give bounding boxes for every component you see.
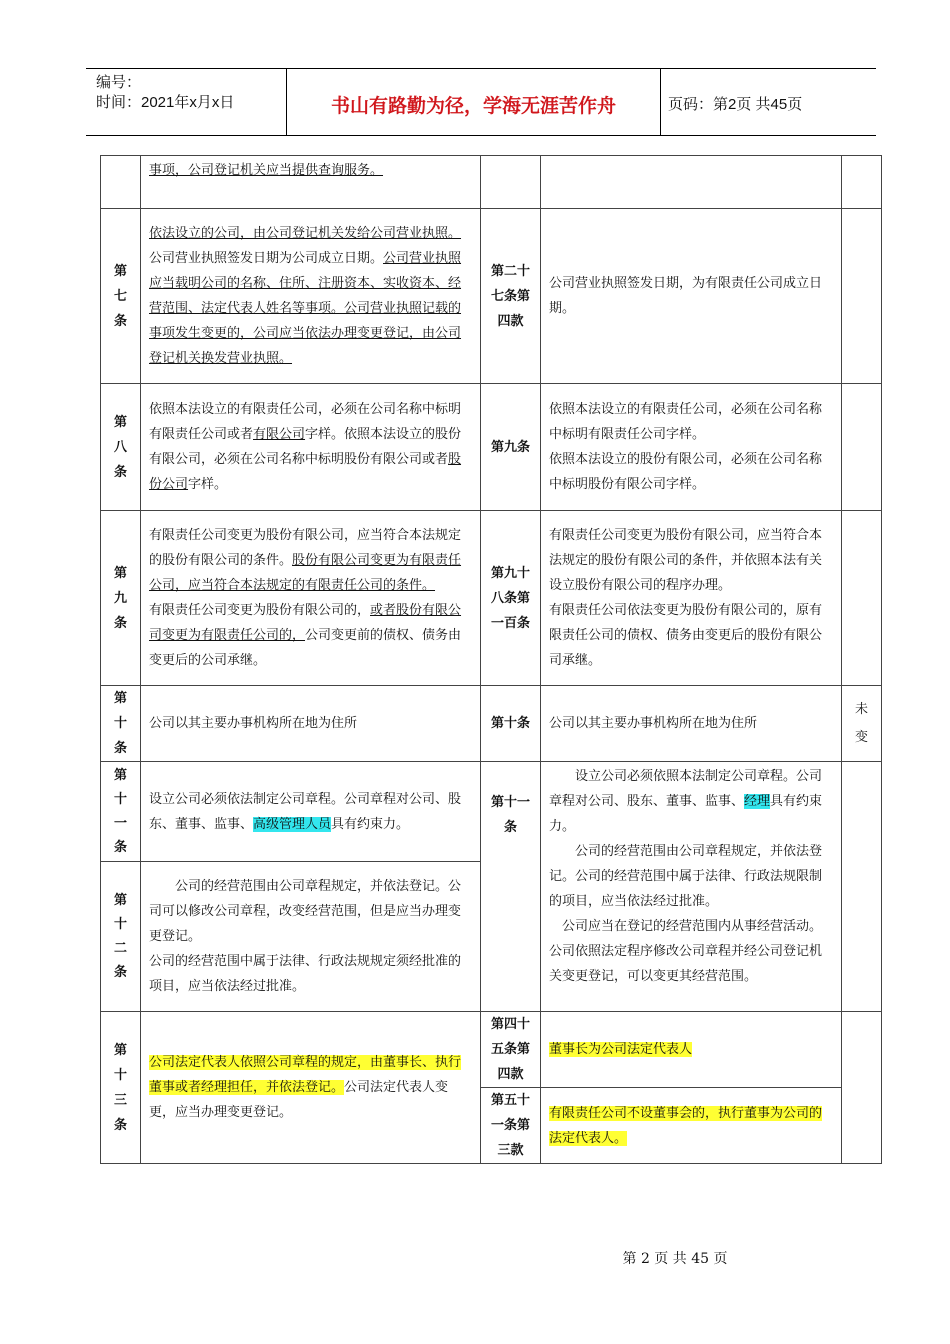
table-row — [101, 1012, 882, 1088]
old-text-underlined: 公司营业执照应当载明公司的名称、住所、注册资本、实收资本、经营范围、法定代表人姓名等事项。公司营业执照记载的事项发生变更的，公司应当依法办理变更登记，由公司登记机关换发营业执照。 — [149, 251, 462, 366]
old-text-cell — [141, 209, 481, 384]
new-text-cell — [541, 1012, 842, 1088]
old-text: 公司变更前的债权、债务由变更后的公司承继。 — [149, 628, 462, 668]
table-row — [101, 686, 882, 762]
old-text: 字样。 — [188, 477, 228, 492]
new-article-cell — [481, 1012, 541, 1088]
old-text-highlighted: 公司法定代表人依照公司章程的规定，由董事长、执行董事或者经理担任，并依法登记。 — [149, 1055, 462, 1095]
note-cell — [842, 384, 882, 511]
note-cell — [842, 686, 882, 762]
header-divider — [660, 69, 661, 135]
new-text-cell — [541, 686, 842, 762]
table-row — [101, 511, 882, 686]
old-article-cell — [101, 156, 141, 209]
new-text-cell — [541, 762, 842, 1012]
note-cell — [842, 511, 882, 686]
old-article-cell — [101, 384, 141, 511]
old-article-cell — [101, 511, 141, 686]
old-text: 事项，公司登记机关应当提供查询服务。 — [149, 163, 384, 178]
new-text: 有限责任公司变更为股份有限公司，应当符合本法规定的股份有限公司的条件，并依照本法有关设立股份有限公司的程序办理。 — [549, 528, 823, 593]
header-page-info: 页码：第2页 共45页 — [668, 96, 803, 113]
old-text: 依照本法设立的有限责任公司，必须在公司名称中标明有限责任公司或者 — [149, 402, 462, 442]
new-text-cell — [541, 1088, 842, 1164]
new-text: 公司以其主要办事机构所在地为住所 — [549, 716, 758, 731]
old-article-cell — [101, 1012, 141, 1164]
new-article: 第五十一条第三款 — [491, 1093, 531, 1158]
old-article: 第七条 — [114, 263, 128, 329]
new-text: 公司应当在登记的经营范围内从事经营活动。公司依照法定程序修改公司章程并经公司登记机关变更登记，可以变更其经营范围。 — [549, 919, 823, 984]
table-row — [101, 209, 882, 384]
new-article-cell — [481, 762, 541, 1012]
old-text: 公司的经营范围由公司章程规定，并依法登记。公司可以修改公司章程，改变经营范围，但是应当办理变更登记。 — [149, 879, 462, 944]
header-motto: 书山有路勤为径，学海无涯苦作舟 — [330, 95, 616, 117]
new-article: 第九十八条第一百条 — [491, 565, 531, 631]
old-text-cell — [141, 762, 481, 862]
old-text-underlined: 股份有限公司变更为有限责任公司，应当符合本法规定的有限责任公司的条件。 — [149, 553, 462, 593]
old-article: 第十条 — [114, 691, 128, 756]
old-article: 第十二条 — [114, 892, 128, 980]
new-article: 第十一条 — [491, 795, 531, 835]
new-article: 第十条 — [490, 716, 530, 731]
note-cell — [842, 1012, 882, 1164]
new-text: 设立公司必须依照本法制定公司章程。公司章程对公司、股东、董事、监事、 — [549, 769, 823, 809]
new-article-cell — [481, 511, 541, 686]
new-article: 第二十七条第四款 — [491, 263, 531, 329]
new-article-cell — [481, 384, 541, 511]
note-text: 未变 — [855, 701, 869, 745]
new-text: 具有约束力。 — [549, 794, 823, 834]
new-text-cell — [541, 384, 842, 511]
old-article-cell — [101, 209, 141, 384]
new-text: 有限责任公司依法变更为股份有限公司的，原有限责任公司的债权、债务由变更后的股份有限公司承继。 — [549, 603, 823, 668]
note-cell — [842, 156, 882, 209]
old-article-cell — [101, 686, 141, 762]
new-article: 第九条 — [490, 439, 530, 455]
page-footer: 第 2 页 共 45 页 — [622, 1251, 728, 1267]
law-comparison-table — [100, 155, 882, 1164]
new-text: 依照本法设立的股份有限公司，必须在公司名称中标明股份有限公司字样。 — [549, 452, 823, 492]
old-article: 第九条 — [114, 565, 128, 631]
new-text-cell — [541, 511, 842, 686]
new-text-cell — [541, 156, 842, 209]
old-text: 公司的经营范围中属于法律、行政法规规定须经批准的项目，应当依法经过批准。 — [149, 954, 462, 994]
old-article: 第八条 — [114, 414, 128, 480]
new-text: 公司营业执照签发日期，为有限责任公司成立日期。 — [549, 276, 823, 316]
old-text: 有限责任公司变更为股份有限公司的， — [149, 603, 371, 618]
note-cell — [842, 209, 882, 384]
new-text-highlighted: 经理 — [744, 794, 771, 809]
table-row — [101, 384, 882, 511]
old-text-underlined: 或者股份有限公司变更为有限责任公司的， — [149, 603, 462, 643]
new-article-cell — [481, 156, 541, 209]
old-text: 字样。依照本法设立的股份有限公司，必须在公司名称中标明股份有限公司或者 — [149, 427, 462, 467]
new-text-highlighted: 董事长为公司法定代表人 — [549, 1042, 693, 1057]
new-text: 公司的经营范围由公司章程规定，并依法登记。公司的经营范围中属于法律、行政法规限制的项目，应当依法经过批准。 — [549, 844, 823, 909]
table-row — [101, 156, 882, 209]
old-text-cell — [141, 686, 481, 762]
old-text-cell — [141, 1012, 481, 1164]
old-article-cell — [101, 762, 141, 862]
header-number-label: 编号： — [96, 74, 142, 91]
table-row — [101, 762, 882, 862]
new-article: 第四十五条第四款 — [491, 1017, 531, 1082]
old-article: 第十三条 — [114, 1042, 128, 1133]
new-article-cell — [481, 686, 541, 762]
page-header — [86, 68, 876, 136]
old-text-cell — [141, 156, 481, 209]
old-text: 公司以其主要办事机构所在地为住所 — [149, 716, 358, 731]
old-text-underlined: 有限公司 — [253, 427, 306, 442]
new-text-highlighted: 有限责任公司不设董事会的，执行董事为公司的法定代表人。 — [549, 1105, 823, 1146]
old-text-highlighted: 高级管理人员 — [253, 816, 332, 832]
old-text: 有限责任公司变更为股份有限公司，应当符合本法规定的股份有限公司的条件。 — [149, 528, 462, 568]
old-text: 公司营业执照签发日期为公司成立日期。 — [149, 251, 384, 266]
new-text: 依照本法设立的有限责任公司，必须在公司名称中标明有限责任公司字样。 — [549, 402, 823, 442]
new-article-cell — [481, 1088, 541, 1164]
header-date: 时间：2021年x月x日 — [96, 94, 235, 111]
old-article-cell — [101, 862, 141, 1012]
old-article: 第十一条 — [114, 767, 128, 855]
new-article-cell — [481, 209, 541, 384]
old-text: 公司法定代表人变更，应当办理变更登记。 — [149, 1080, 449, 1120]
old-text: 设立公司必须依法制定公司章程。公司章程对公司、股东、董事、监事、 — [149, 791, 462, 832]
old-text-cell — [141, 384, 481, 511]
old-text-underlined: 股份公司 — [149, 452, 462, 492]
old-text-underlined: 依法设立的公司，由公司登记机关发给公司营业执照。 — [149, 226, 462, 241]
old-text: 具有约束力。 — [331, 816, 410, 832]
old-text-cell — [141, 862, 481, 1012]
old-text-cell — [141, 511, 481, 686]
new-text-cell — [541, 209, 842, 384]
note-cell — [842, 762, 882, 1012]
header-meta — [96, 73, 234, 113]
